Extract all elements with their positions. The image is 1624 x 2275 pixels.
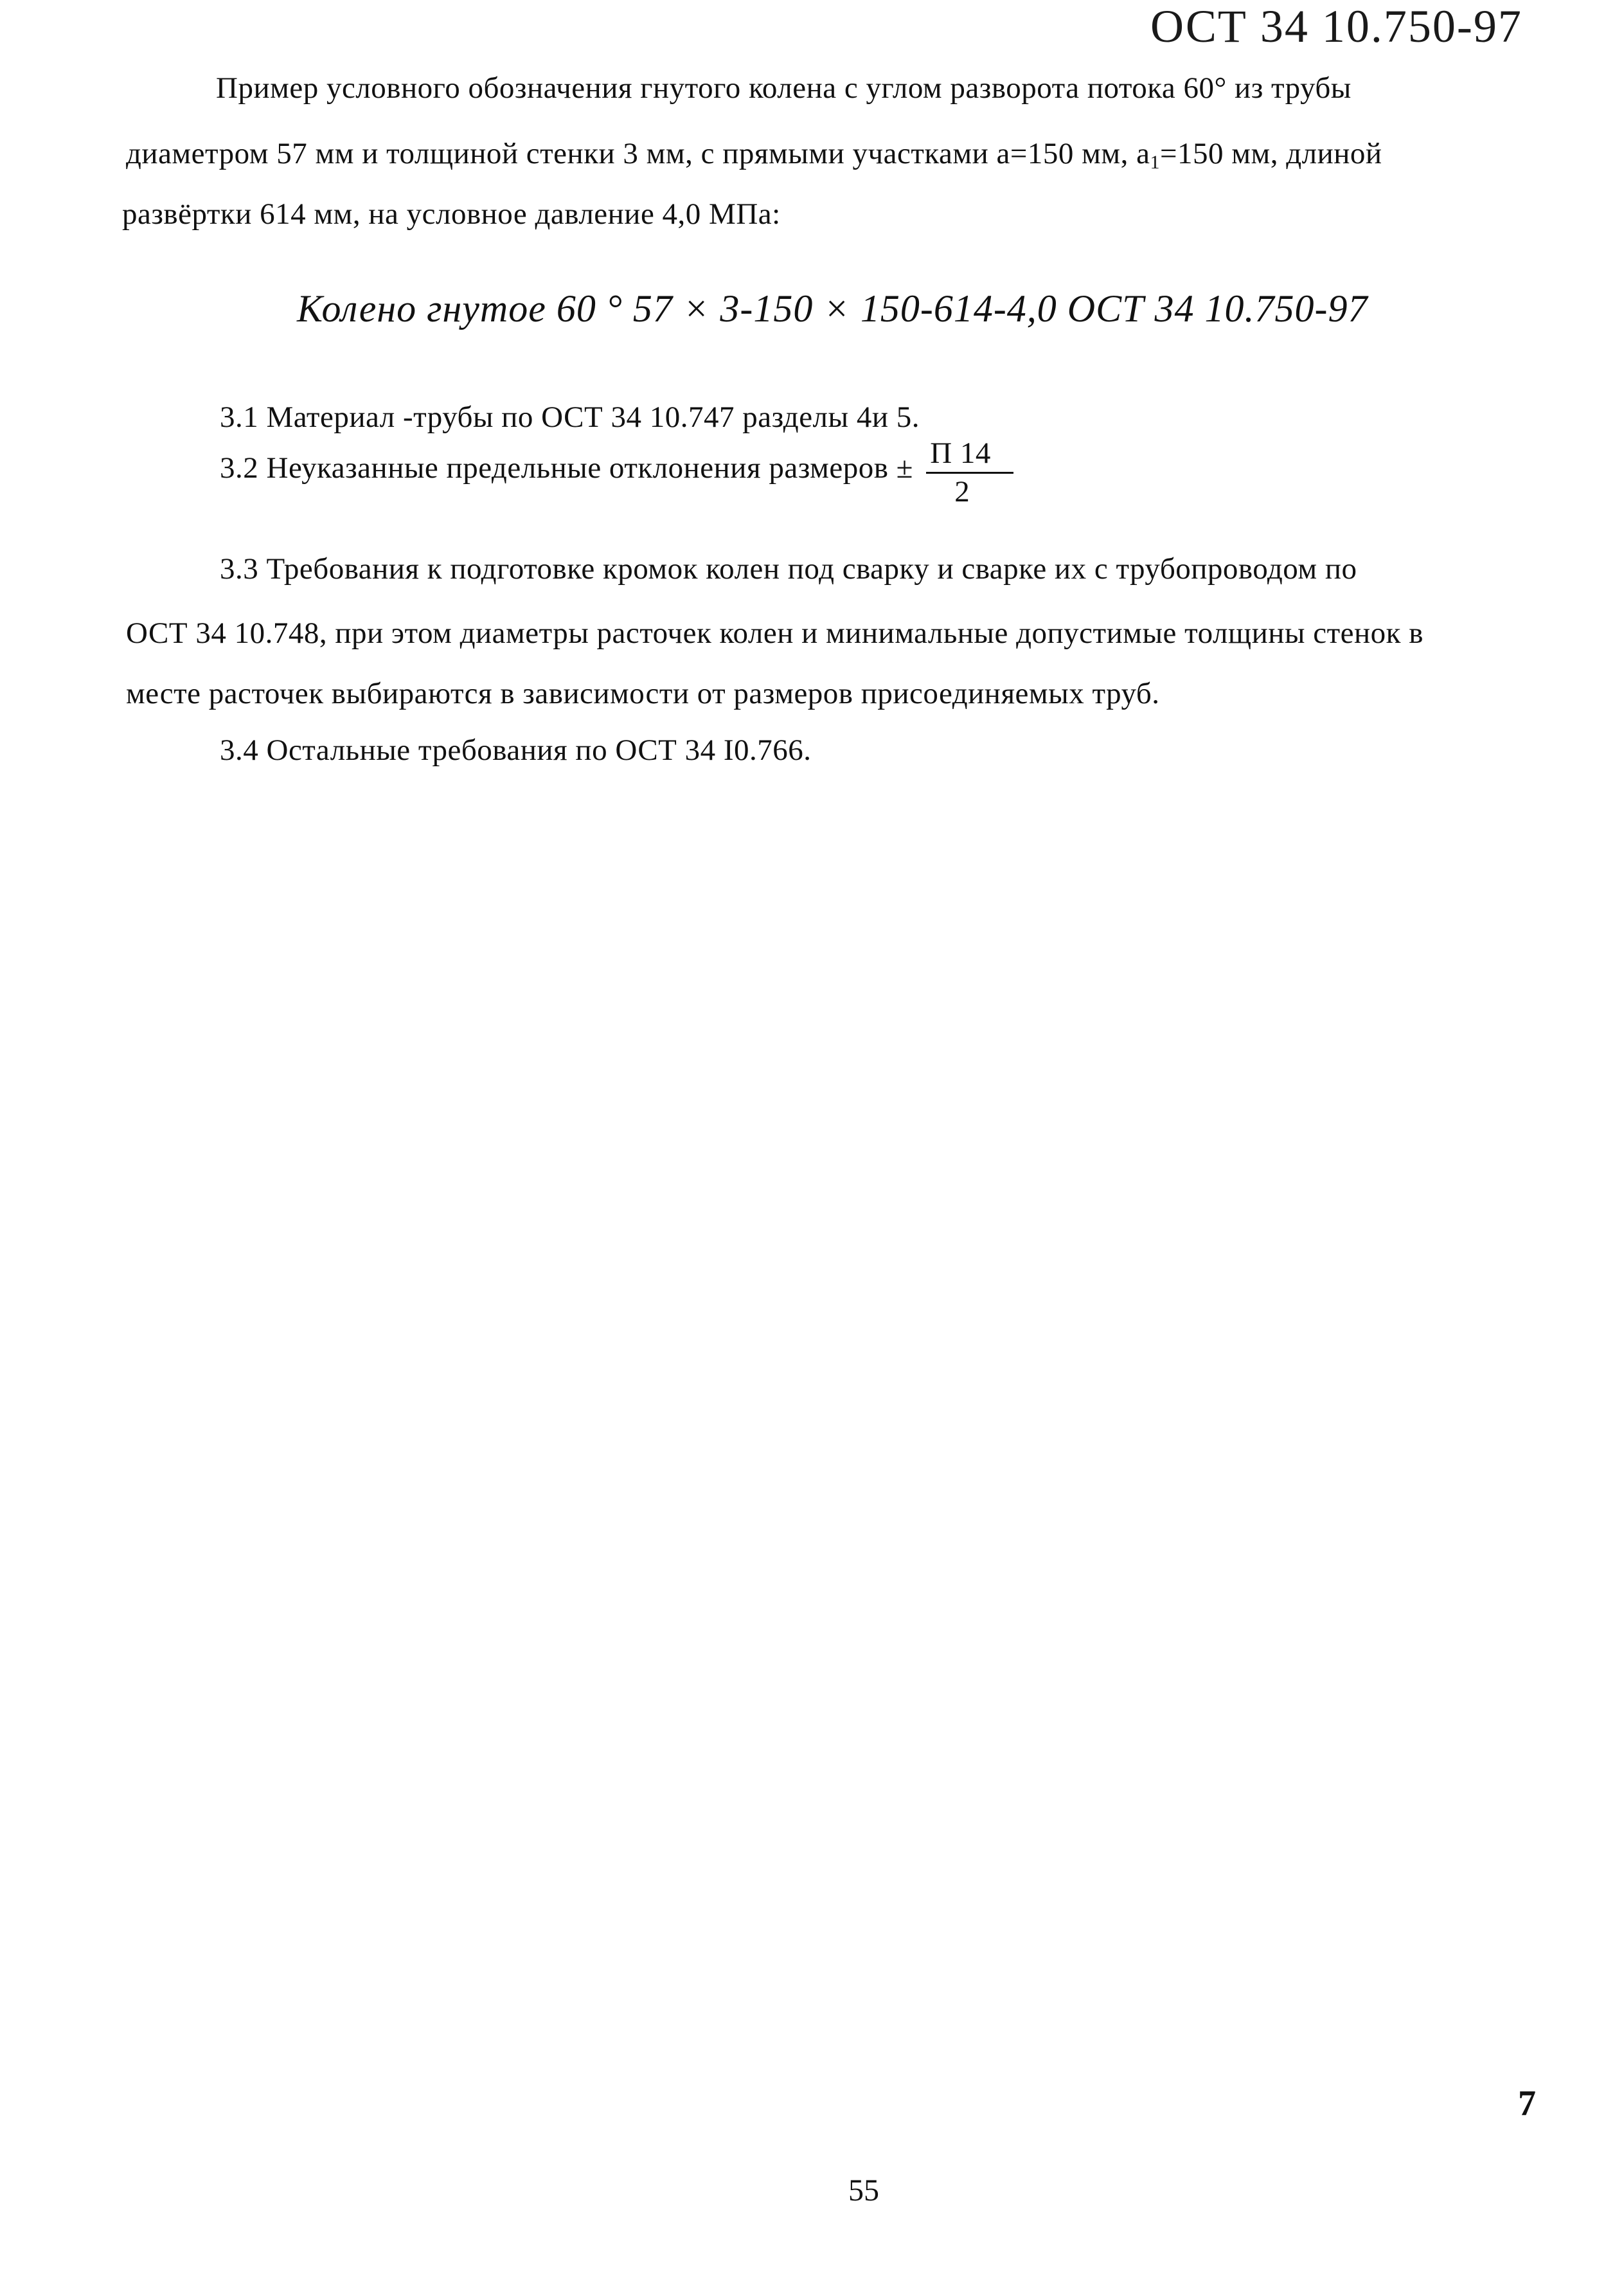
clause-3-3-line-2: ОСТ 34 10.748, при этом диаметры расточек колен и минимальные допустимые толщины стенок в [126, 616, 1423, 650]
clause-3-3-line-1: 3.3 Требования к подготовке кромок колен под сварку и сварке их с трубопроводом по [220, 552, 1357, 586]
clause-3-3-line-3: месте расточек выбираются в зависимости от размеров присоединяемых труб. [126, 677, 1160, 710]
fraction-denominator: 2 [954, 475, 970, 508]
intro-line-2-subscript: 1 [1150, 152, 1160, 173]
intro-line-2-end: =150 мм, длиной [1160, 137, 1382, 170]
intro-line-2 [126, 136, 1382, 174]
intro-line-1: Пример условного обозначения гнутого колена с углом разворота потока 60° из трубы [216, 71, 1352, 105]
intro-line-3: развёртки 614 мм, на условное давление 4,0 МПа: [122, 197, 781, 231]
document-code-header: ОСТ 34 10.750-97 [1150, 1, 1522, 52]
intro-line-2-start: диаметром 57 мм и толщиной стенки 3 мм, с прямыми участками а=150 мм, а [126, 137, 1150, 170]
clause-3-2 [220, 436, 1017, 508]
designation-example: Колено гнутое 60 ° 57 × 3-150 × 150-614-4,0 ОСТ 34 10.750-97 [297, 287, 1368, 330]
clause-3-2-text: 3.2 Неуказанные предельные отклонения размеров [220, 451, 889, 485]
sheet-number: 7 [1518, 2083, 1536, 2123]
clause-3-4: 3.4 Остальные требования по ОСТ 34 I0.766. [220, 733, 812, 767]
fraction-bar [926, 472, 1013, 474]
fraction-numerator: П 14 [930, 436, 991, 470]
tolerance-fraction [921, 436, 1017, 508]
page-number: 55 [848, 2173, 879, 2208]
clause-3-1: 3.1 Материал -трубы по ОСТ 34 10.747 разделы 4и 5. [220, 400, 920, 434]
plus-minus-sign: ± [896, 451, 913, 485]
